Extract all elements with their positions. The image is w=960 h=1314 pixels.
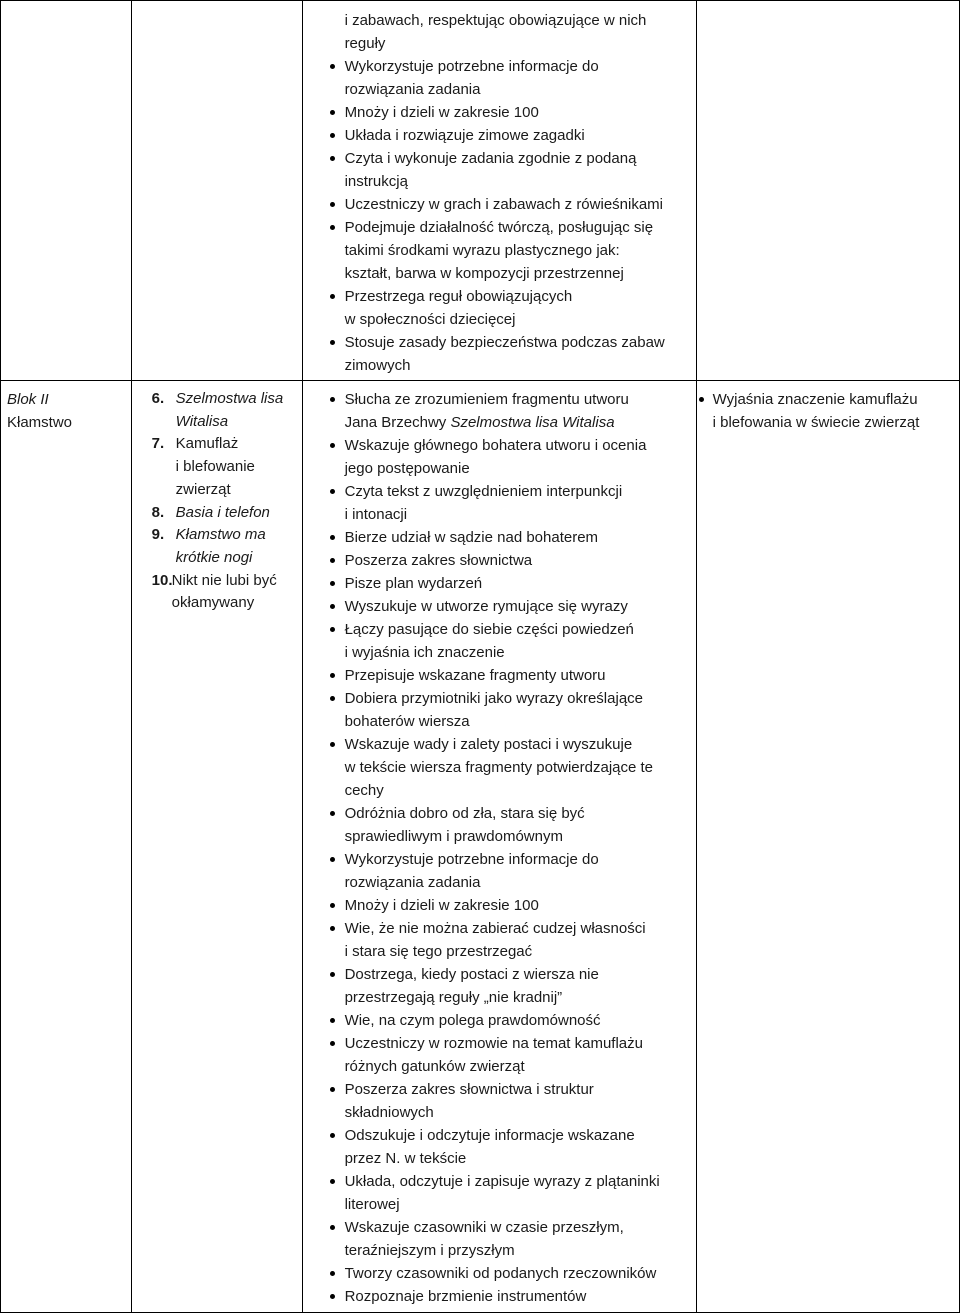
list-item-line: zwierząt bbox=[175, 480, 231, 498]
list-item bbox=[325, 9, 696, 55]
list-item bbox=[325, 285, 696, 331]
list-item bbox=[697, 388, 959, 434]
topic-number: 8. bbox=[151, 503, 165, 521]
topic-title bbox=[176, 524, 302, 569]
list-item-line: Dobiera przymiotniki jako wyrazy określające bbox=[344, 690, 644, 707]
basic-requirements-list bbox=[303, 9, 696, 377]
list-item-line: takimi środkami wyrazu plastycznego jak: bbox=[344, 242, 620, 259]
bullet-icon bbox=[330, 673, 335, 678]
bullet-icon bbox=[330, 340, 335, 345]
bullet-icon bbox=[330, 857, 335, 862]
list-item bbox=[325, 331, 696, 377]
bullet-icon bbox=[330, 627, 335, 632]
topic-title bbox=[172, 570, 302, 615]
list-item-line: Jana Brzechwy bbox=[344, 414, 451, 431]
list-item-line: teraźniejszym i przyszłym bbox=[344, 1242, 515, 1259]
list-item-line: w społeczności dziecięcej bbox=[344, 311, 516, 328]
list-item-line: Wyjaśnia znaczenie kamuflażu bbox=[712, 391, 918, 408]
list-item bbox=[325, 1285, 696, 1308]
list-item-line: literowej bbox=[344, 1196, 400, 1213]
list-item-line: krótkie nogi bbox=[175, 548, 253, 566]
list-item-line: instrukcją bbox=[344, 173, 408, 190]
list-item bbox=[325, 618, 696, 664]
basic-requirements-cell bbox=[302, 381, 696, 1313]
bullet-icon bbox=[330, 397, 335, 402]
extended-requirements-cell bbox=[696, 381, 959, 1313]
list-item-line: Łączy pasujące do siebie części powiedzeń bbox=[344, 621, 634, 638]
list-item-line: Przestrzega reguł obowiązujących bbox=[344, 288, 573, 305]
list-item bbox=[325, 1170, 696, 1216]
topics-cell-empty bbox=[131, 1, 302, 381]
list-item bbox=[325, 526, 696, 549]
list-item-line: Wskazuje wady i zalety postaci i wyszukuje bbox=[344, 736, 633, 753]
bullet-icon bbox=[330, 581, 335, 586]
list-item-line: Kłamstwo ma bbox=[175, 526, 266, 544]
bullet-icon bbox=[330, 535, 335, 540]
list-item-line: cechy bbox=[344, 782, 384, 799]
list-item-line: Witalisa bbox=[175, 412, 229, 430]
list-item-line: składniowych bbox=[344, 1104, 434, 1121]
bullet-icon bbox=[330, 604, 335, 609]
list-item bbox=[325, 595, 696, 618]
list-item-line: Podejmuje działalność twórczą, posługując się bbox=[344, 219, 654, 236]
table-row bbox=[1, 381, 960, 1313]
basic-requirements-cell bbox=[302, 1, 696, 381]
list-item-line: Stosuje zasady bezpieczeństwa podczas zabaw bbox=[344, 334, 665, 351]
topic-title bbox=[176, 433, 302, 501]
list-item-line: zimowych bbox=[344, 357, 411, 374]
topics-list bbox=[132, 381, 302, 615]
topic-item bbox=[152, 524, 302, 569]
topic-number: 9. bbox=[151, 526, 165, 544]
topic-item bbox=[152, 502, 302, 525]
list-item bbox=[325, 216, 696, 285]
list-item-line: różnych gatunków zwierząt bbox=[344, 1058, 525, 1075]
list-item bbox=[325, 434, 696, 480]
list-item bbox=[325, 572, 696, 595]
bullet-icon bbox=[330, 972, 335, 977]
list-item-line: Wskazuje czasowniki w czasie przeszłym, bbox=[344, 1219, 624, 1236]
list-item bbox=[325, 894, 696, 917]
topic-item bbox=[152, 570, 302, 615]
bullet-icon bbox=[330, 696, 335, 701]
list-item-line: rozwiązania zadania bbox=[344, 81, 481, 98]
topics-cell bbox=[131, 381, 302, 1313]
bullet-icon bbox=[330, 225, 335, 230]
bullet-icon bbox=[330, 443, 335, 448]
list-item-line: Kamuflaż bbox=[175, 435, 239, 453]
list-item-line: Odróżnia dobro od zła, stara się być bbox=[344, 805, 585, 822]
bullet-icon bbox=[330, 1271, 335, 1276]
list-item-line: Czyta tekst z uwzględnieniem interpunkcji bbox=[344, 483, 623, 500]
list-item-line: Wykorzystuje potrzebne informacje do bbox=[344, 851, 599, 868]
list-item-line: sprawiedliwym i prawdomównym bbox=[344, 828, 563, 845]
bullet-icon bbox=[330, 1133, 335, 1138]
topic-number: 7. bbox=[151, 435, 165, 453]
list-item bbox=[325, 1124, 696, 1170]
topic-title bbox=[176, 388, 302, 433]
bullet-icon bbox=[330, 1225, 335, 1230]
list-item-line: jego postępowanie bbox=[344, 460, 470, 477]
list-item-line: i blefowania w świecie zwierząt bbox=[712, 414, 920, 431]
list-item bbox=[325, 147, 696, 193]
list-item-line: Uczestniczy w rozmowie na temat kamuflażu bbox=[344, 1035, 643, 1052]
list-item-line: Pisze plan wydarzeń bbox=[344, 575, 483, 592]
list-item bbox=[325, 388, 696, 434]
list-item-line: Przepisuje wskazane fragmenty utworu bbox=[344, 667, 606, 684]
list-item-line: Rozpoznaje brzmienie instrumentów bbox=[344, 1288, 587, 1305]
table-row bbox=[1, 1, 960, 381]
list-item-line: przestrzegają reguły „nie kradnij” bbox=[344, 989, 563, 1006]
bullet-icon bbox=[330, 1179, 335, 1184]
list-item-line: Tworzy czasowniki od podanych rzeczowników bbox=[344, 1265, 657, 1282]
block-label: Blok II bbox=[7, 391, 49, 408]
list-item-line: i zabawach, respektując obowiązujące w nich bbox=[344, 12, 647, 29]
bullet-icon bbox=[330, 1294, 335, 1299]
list-item bbox=[325, 549, 696, 572]
list-item-line: reguły bbox=[344, 35, 386, 52]
list-item bbox=[325, 193, 696, 216]
bullet-icon bbox=[330, 1018, 335, 1023]
list-item bbox=[325, 55, 696, 101]
bullet-icon bbox=[330, 1041, 335, 1046]
list-item-line: Czyta i wykonuje zadania zgodnie z podaną bbox=[344, 150, 637, 167]
bullet-icon bbox=[330, 489, 335, 494]
bullet-icon bbox=[330, 133, 335, 138]
list-item bbox=[325, 124, 696, 147]
list-item-line: Wskazuje głównego bohatera utworu i ocenia bbox=[344, 437, 647, 454]
list-item-line: Wykorzystuje potrzebne informacje do bbox=[344, 58, 599, 75]
list-item bbox=[325, 1216, 696, 1262]
topic-item bbox=[152, 388, 302, 433]
list-item-line: okłamywany bbox=[171, 594, 255, 612]
list-item bbox=[325, 848, 696, 894]
bullet-icon bbox=[330, 742, 335, 747]
bullet-icon bbox=[330, 64, 335, 69]
bullet-icon bbox=[330, 202, 335, 207]
list-item bbox=[325, 687, 696, 733]
list-item bbox=[325, 101, 696, 124]
bullet-icon bbox=[699, 397, 704, 402]
list-item-line: Mnoży i dzieli w zakresie 100 bbox=[344, 104, 539, 121]
list-item bbox=[325, 917, 696, 963]
list-item bbox=[325, 1009, 696, 1032]
list-item-line: bohaterów wiersza bbox=[344, 713, 470, 730]
bullet-icon bbox=[330, 903, 335, 908]
topic-number: 6. bbox=[151, 390, 165, 407]
list-item-line: Dostrzega, kiedy postaci z wiersza nie bbox=[344, 966, 599, 983]
list-item-line: przez N. w tekście bbox=[344, 1150, 467, 1167]
basic-requirements-list bbox=[303, 388, 696, 1308]
bullet-icon bbox=[330, 294, 335, 299]
list-item-title: Szelmostwa lisa Witalisa bbox=[450, 414, 615, 431]
list-item-line: Poszerza zakres słownictwa bbox=[344, 552, 533, 569]
list-item bbox=[325, 664, 696, 687]
bullet-icon bbox=[330, 926, 335, 931]
list-item-line: w tekście wiersza fragmenty potwierdzające te bbox=[344, 759, 654, 776]
list-item-line: Szelmostwa lisa bbox=[175, 390, 284, 407]
topic-item bbox=[152, 433, 302, 501]
block-cell bbox=[1, 381, 132, 1313]
bullet-icon bbox=[330, 1087, 335, 1092]
list-item-line: rozwiązania zadania bbox=[344, 874, 481, 891]
list-item-line: Układa i rozwiązuje zimowe zagadki bbox=[344, 127, 585, 144]
list-item-line: Wie, na czym polega prawdomówność bbox=[344, 1012, 601, 1029]
topic-title bbox=[176, 502, 302, 525]
list-item bbox=[325, 1032, 696, 1078]
list-item-line: Nikt nie lubi być bbox=[171, 571, 277, 589]
bullet-icon bbox=[330, 156, 335, 161]
list-item-line: Poszerza zakres słownictwa i struktur bbox=[344, 1081, 594, 1098]
list-item-line: Wie, że nie można zabierać cudzej własności bbox=[344, 920, 646, 937]
list-item-line: Uczestniczy w grach i zabawach z rówieśnikami bbox=[344, 196, 664, 213]
list-item bbox=[325, 733, 696, 802]
bullet-icon bbox=[330, 811, 335, 816]
list-item-line: i intonacji bbox=[344, 506, 408, 523]
extended-requirements-list bbox=[697, 388, 959, 434]
topic-number: 10. bbox=[151, 571, 173, 589]
list-item-line: Bierze udział w sądzie nad bohaterem bbox=[344, 529, 599, 546]
list-item bbox=[325, 802, 696, 848]
list-item-line: Układa, odczytuje i zapisuje wyrazy z plątaninki bbox=[344, 1173, 660, 1190]
list-item bbox=[325, 963, 696, 1009]
list-item-line: Mnoży i dzieli w zakresie 100 bbox=[344, 897, 539, 914]
list-item-line: Słucha ze zrozumieniem fragmentu utworu bbox=[344, 391, 629, 408]
list-item-line: Odszukuje i odczytuje informacje wskazane bbox=[344, 1127, 635, 1144]
bullet-icon bbox=[330, 558, 335, 563]
list-item-line: i stara się tego przestrzegać bbox=[344, 943, 533, 960]
list-item bbox=[325, 480, 696, 526]
bullet-icon bbox=[330, 110, 335, 115]
list-item-line: kształt, barwa w kompozycji przestrzennej bbox=[344, 265, 624, 282]
list-item-line: Basia i telefon bbox=[175, 503, 270, 521]
list-item bbox=[325, 1262, 696, 1285]
list-item-line: Wyszukuje w utworze rymujące się wyrazy bbox=[344, 598, 628, 615]
list-item-line: i blefowanie bbox=[175, 458, 255, 476]
extended-requirements-cell-empty bbox=[696, 1, 959, 381]
list-item bbox=[325, 1078, 696, 1124]
block-title: Kłamstwo bbox=[7, 414, 73, 431]
list-item-line: i wyjaśnia ich znaczenie bbox=[344, 644, 505, 661]
block-cell-empty bbox=[1, 1, 132, 381]
